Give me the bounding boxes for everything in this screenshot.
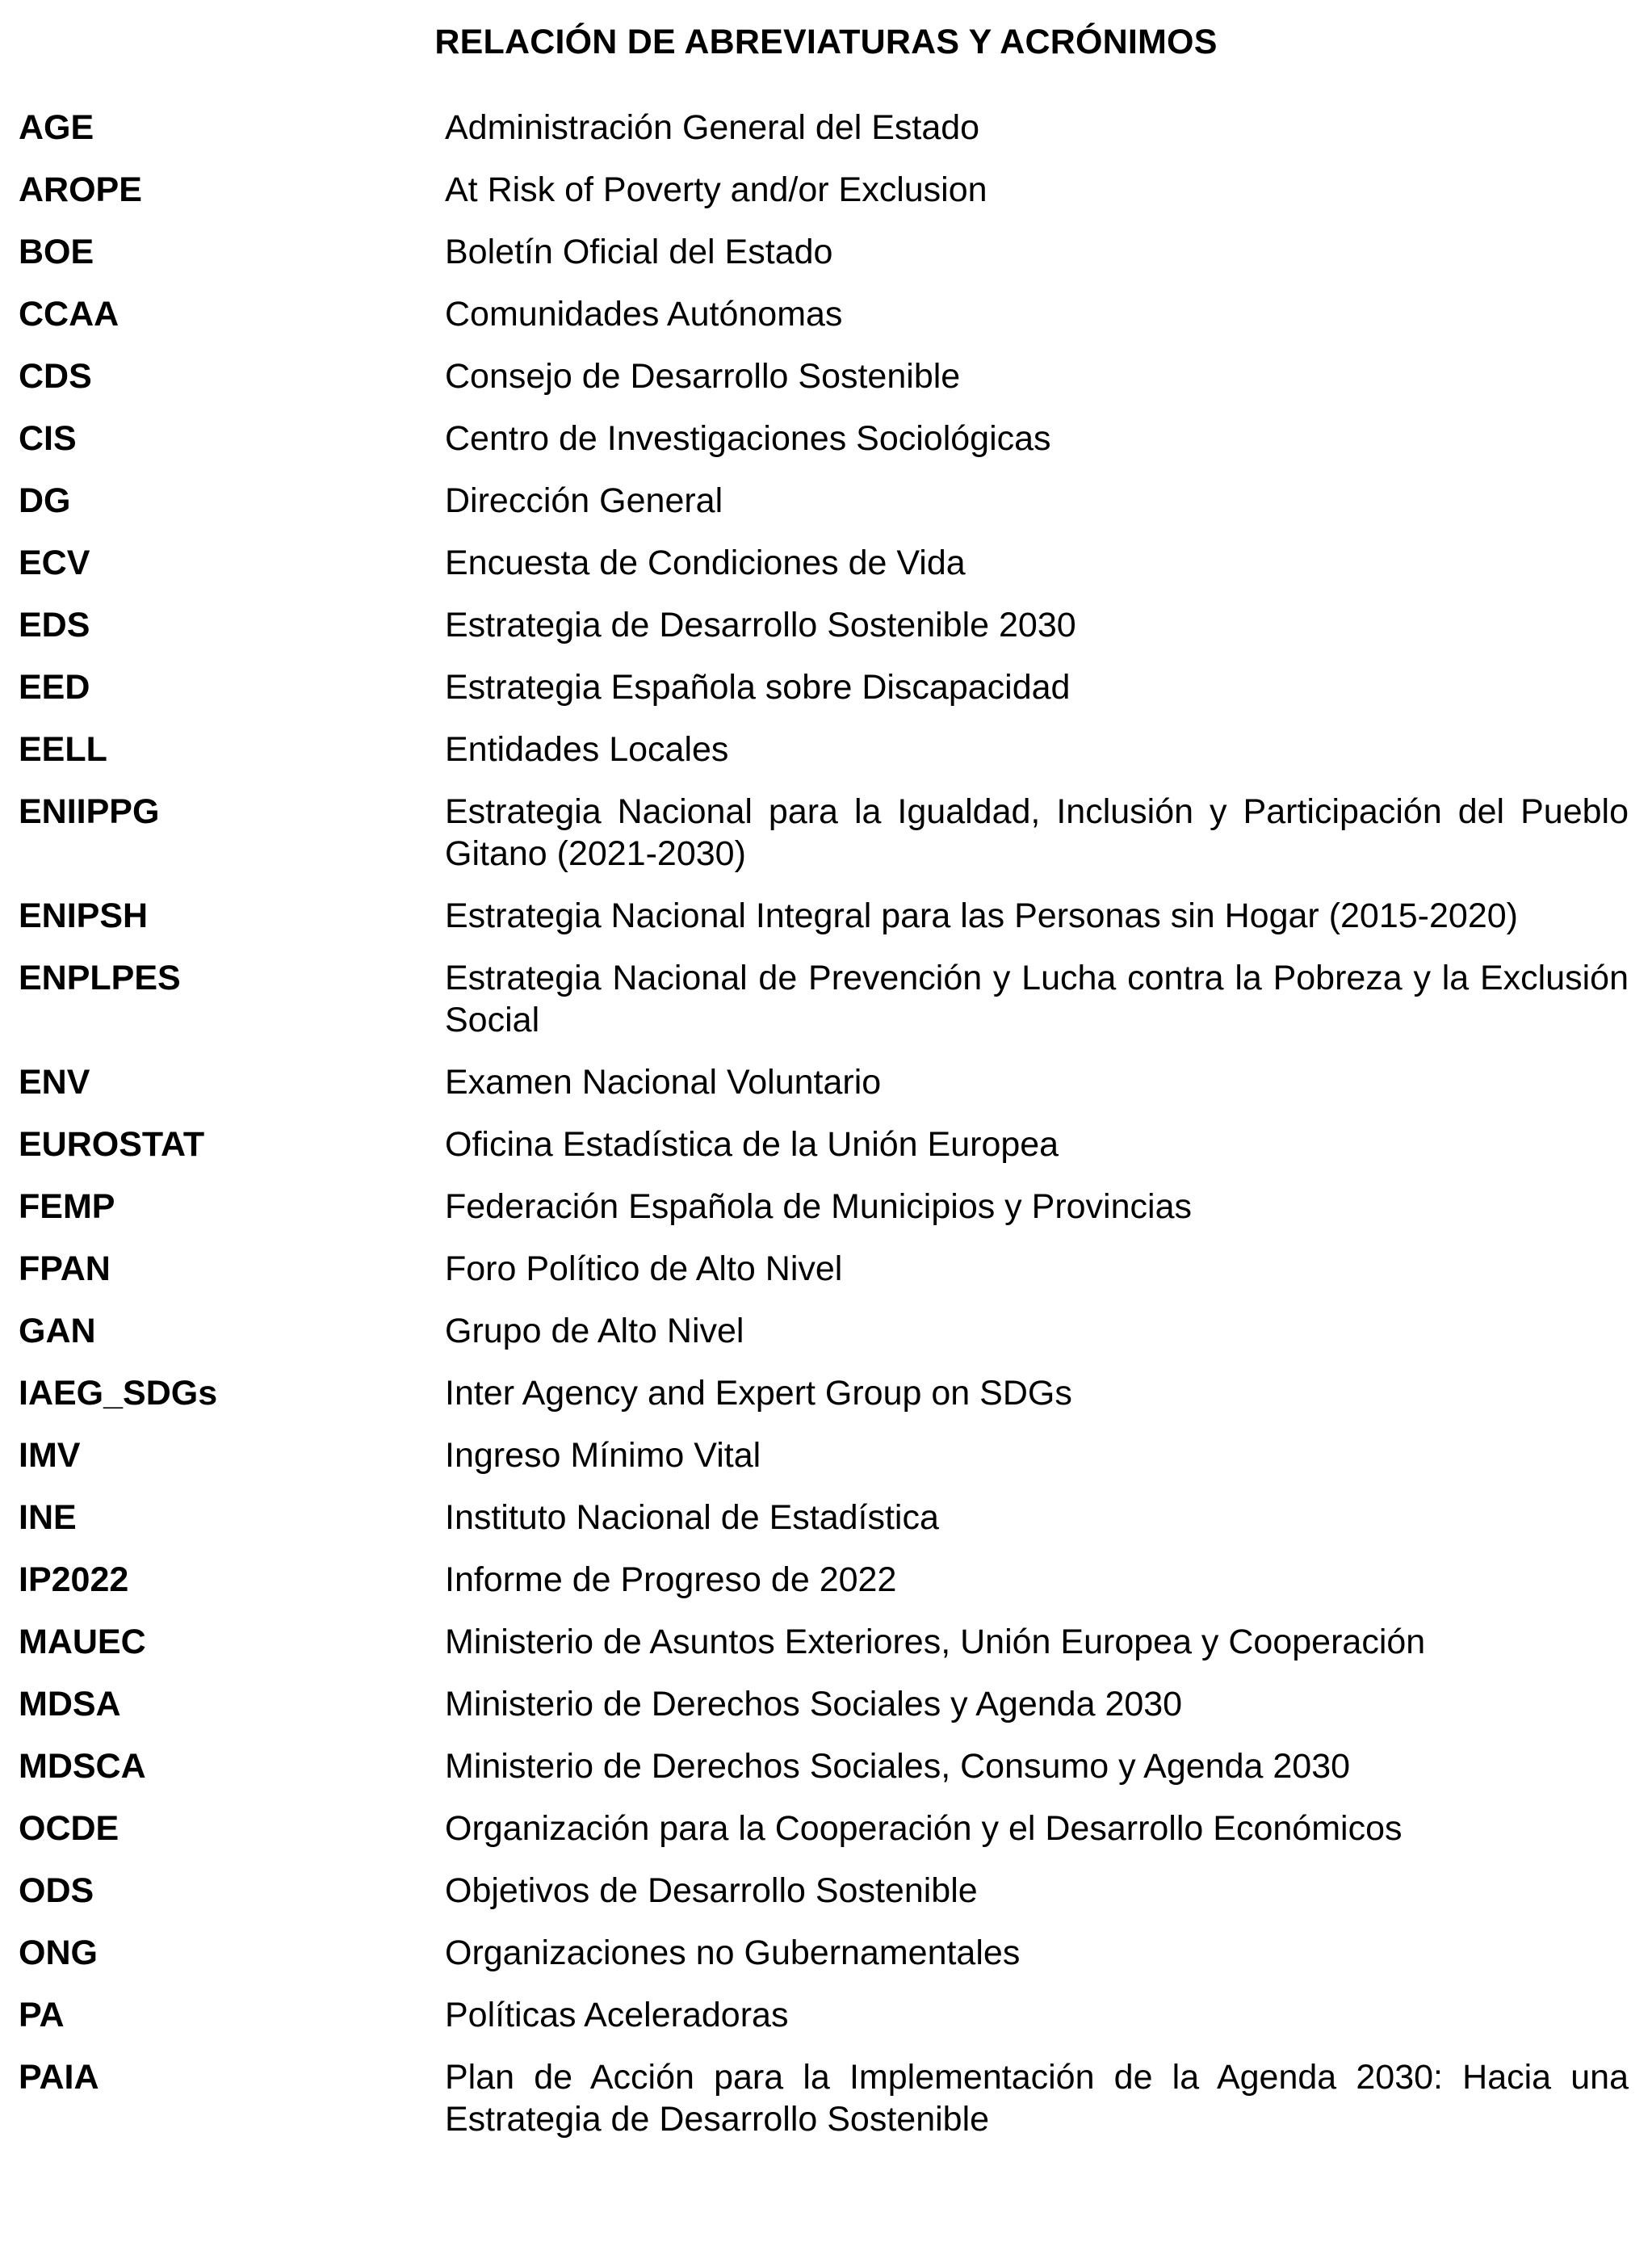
list-item	[19, 107, 1629, 149]
abbreviation: MDSCA	[19, 1747, 146, 1786]
list-item	[19, 728, 1629, 770]
abbreviation: AROPE	[19, 170, 142, 209]
abbreviation: CCAA	[19, 295, 119, 334]
abbreviation: EUROSTAT	[19, 1125, 205, 1164]
abbreviation: ONG	[19, 1933, 98, 1972]
list-item	[19, 542, 1629, 584]
list-item	[19, 895, 1629, 937]
abbreviation-list	[19, 107, 1629, 2160]
abbreviation-meaning: Administración General del Estado	[445, 108, 980, 147]
abbreviation-meaning: Políticas Aceleradoras	[445, 1996, 789, 2034]
abbreviation: IAEG_SDGs	[19, 1374, 218, 1413]
abbreviation-meaning: Ingreso Mínimo Vital	[445, 1436, 761, 1475]
abbreviation-meaning: Estrategia Nacional Integral para las Personas sin Hogar (2015-2020)	[445, 896, 1518, 935]
abbreviation-meaning: Estrategia de Desarrollo Sostenible 2030	[445, 606, 1076, 644]
abbreviation-meaning: Organización para la Cooperación y el Desarrollo Económicos	[445, 1809, 1403, 1848]
abbreviation-meaning: Encuesta de Condiciones de Vida	[445, 544, 966, 582]
abbreviation: EDS	[19, 606, 90, 644]
abbreviation: INE	[19, 1498, 77, 1537]
abbreviation-meaning: Ministerio de Asuntos Exteriores, Unión Europea y Cooperación	[445, 1623, 1426, 1661]
page-title: RELACIÓN DE ABREVIATURAS Y ACRÓNIMOS	[434, 23, 1218, 61]
list-item	[19, 1745, 1629, 1787]
list-item	[19, 1621, 1629, 1663]
abbreviation-meaning: Centro de Investigaciones Sociológicas	[445, 419, 1051, 458]
list-item	[19, 604, 1629, 646]
abbreviation-meaning: Ministerio de Derechos Sociales, Consumo y Agenda 2030	[445, 1747, 1351, 1786]
abbreviation: ODS	[19, 1871, 94, 1910]
abbreviation: ENV	[19, 1063, 90, 1102]
abbreviation-meaning: At Risk of Poverty and/or Exclusion	[445, 170, 987, 209]
abbreviation-meaning: Consejo de Desarrollo Sostenible	[445, 357, 961, 396]
list-item	[19, 2056, 1629, 2140]
abbreviation-meaning: Federación Española de Municipios y Provincias	[445, 1187, 1192, 1226]
abbreviation: MAUEC	[19, 1623, 146, 1661]
list-item	[19, 1932, 1629, 1974]
abbreviation-meaning: Foro Político de Alto Nivel	[445, 1249, 843, 1288]
abbreviation-meaning: Estrategia Española sobre Discapacidad	[445, 668, 1071, 707]
list-item	[19, 418, 1629, 460]
abbreviation: ENIIPPG	[19, 792, 160, 831]
list-item	[19, 293, 1629, 335]
abbreviation-meaning: Ministerio de Derechos Sociales y Agenda 2030	[445, 1685, 1183, 1723]
list-item	[19, 1123, 1629, 1165]
abbreviation-meaning: Plan de Acción para la Implementación de la Agenda 2030: Hacia una Estrategia de Desarrollo Sostenible	[445, 2058, 1629, 2139]
abbreviation: ECV	[19, 544, 90, 582]
abbreviation: EELL	[19, 730, 107, 769]
abbreviation: OCDE	[19, 1809, 119, 1848]
list-item	[19, 1310, 1629, 1352]
list-item	[19, 1248, 1629, 1290]
list-item	[19, 791, 1629, 875]
list-item	[19, 1807, 1629, 1849]
abbreviation-meaning: Instituto Nacional de Estadística	[445, 1498, 939, 1537]
list-item	[19, 1994, 1629, 2036]
abbreviation: PA	[19, 1996, 65, 2034]
abbreviation-meaning: Estrategia Nacional para la Igualdad, Inclusión y Participación del Pueblo Gitano (2021-2030)	[445, 792, 1629, 873]
list-item	[19, 1186, 1629, 1228]
abbreviation: MDSA	[19, 1685, 121, 1723]
abbreviation-meaning: Organizaciones no Gubernamentales	[445, 1933, 1021, 1972]
abbreviation: BOE	[19, 233, 94, 271]
abbreviation: ENIPSH	[19, 896, 149, 935]
abbreviation: FEMP	[19, 1187, 115, 1226]
list-item	[19, 957, 1629, 1041]
abbreviation-meaning: Boletín Oficial del Estado	[445, 233, 833, 271]
list-item	[19, 1061, 1629, 1103]
abbreviation: AGE	[19, 108, 94, 147]
abbreviation: IP2022	[19, 1560, 129, 1599]
list-item	[19, 169, 1629, 211]
abbreviation: FPAN	[19, 1249, 111, 1288]
list-item	[19, 231, 1629, 273]
list-item	[19, 355, 1629, 397]
abbreviation: PAIA	[19, 2058, 99, 2097]
abbreviation-meaning: Examen Nacional Voluntario	[445, 1063, 882, 1102]
list-item	[19, 1372, 1629, 1414]
abbreviation-meaning: Dirección General	[445, 481, 723, 520]
list-item	[19, 1434, 1629, 1476]
list-item	[19, 480, 1629, 522]
list-item	[19, 666, 1629, 708]
abbreviation-meaning: Entidades Locales	[445, 730, 729, 769]
abbreviation: ENPLPES	[19, 959, 181, 997]
abbreviation: DG	[19, 481, 71, 520]
abbreviation: GAN	[19, 1312, 96, 1350]
list-item	[19, 1870, 1629, 1912]
abbreviation: EED	[19, 668, 90, 707]
list-item	[19, 1559, 1629, 1601]
abbreviation-meaning: Grupo de Alto Nivel	[445, 1312, 744, 1350]
abbreviation-meaning: Objetivos de Desarrollo Sostenible	[445, 1871, 978, 1910]
list-item	[19, 1497, 1629, 1539]
abbreviation-meaning: Informe de Progreso de 2022	[445, 1560, 897, 1599]
abbreviation-meaning: Comunidades Autónomas	[445, 295, 843, 334]
list-item	[19, 1683, 1629, 1725]
abbreviation: CDS	[19, 357, 92, 396]
abbreviation: CIS	[19, 419, 77, 458]
abbreviation-meaning: Oficina Estadística de la Unión Europea	[445, 1125, 1059, 1164]
abbreviation-meaning: Inter Agency and Expert Group on SDGs	[445, 1374, 1072, 1413]
abbreviation-meaning: Estrategia Nacional de Prevención y Lucha contra la Pobreza y la Exclusión Social	[445, 959, 1629, 1039]
abbreviation: IMV	[19, 1436, 81, 1475]
